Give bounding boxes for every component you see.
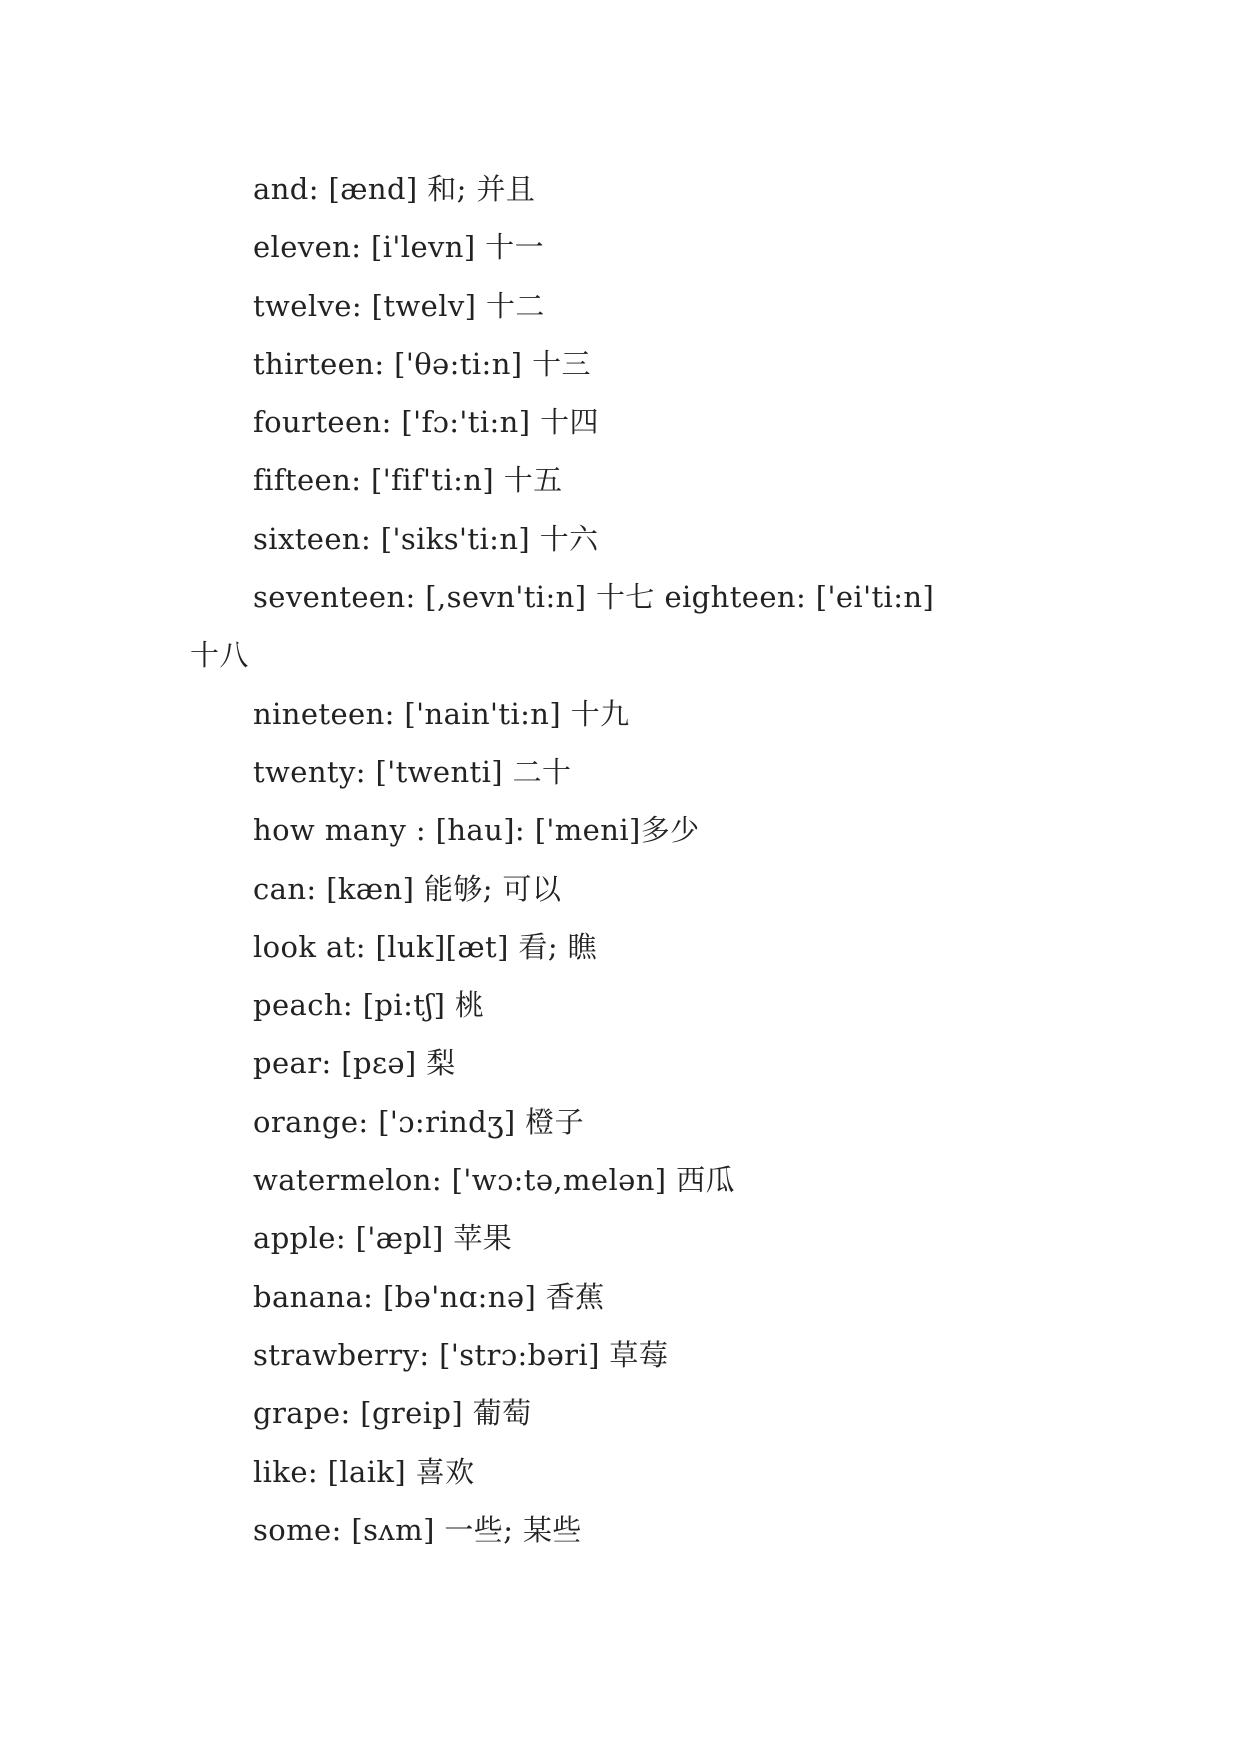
vocab-entry-nineteen: nineteen: ['nain'ti:n] 十九 xyxy=(253,696,630,731)
vocab-entry-peach: peach: [pi:tʃ] 桃 xyxy=(253,988,485,1023)
vocab-entry-apple: apple: ['æpl] 苹果 xyxy=(253,1221,513,1256)
vocab-entry-sixteen: sixteen: ['siks'ti:n] 十六 xyxy=(253,521,599,556)
vocab-entry-strawberry: strawberry: ['strɔ:bəri] 草莓 xyxy=(253,1337,669,1372)
vocab-entry-eleven: eleven: [i'levn] 十一 xyxy=(253,230,545,265)
vocab-entry-orange: orange: ['ɔ:rindʒ] 橙子 xyxy=(253,1104,584,1139)
vocab-entry-look-at: look at: [luk][æt] 看; 瞧 xyxy=(253,929,598,964)
vocab-entry-like: like: [laik] 喜欢 xyxy=(253,1454,475,1489)
vocab-entry-fourteen: fourteen: ['fɔ:'ti:n] 十四 xyxy=(253,405,599,440)
vocab-entry-and: and: [ænd] 和; 并且 xyxy=(253,172,536,206)
vocab-entry-thirteen: thirteen: ['θə:ti:n] 十三 xyxy=(253,346,591,381)
vocab-entry-pear: pear: [pεə] 梨 xyxy=(253,1046,456,1081)
vocab-entry-banana: banana: [bə'nɑ:nə] 香蕉 xyxy=(253,1279,605,1314)
vocab-entry-fifteen: fifteen: ['fif'ti:n] 十五 xyxy=(253,463,563,498)
vocabulary-list xyxy=(190,160,1090,1559)
vocab-entry-watermelon: watermelon: ['wɔ:tə,melən] 西瓜 xyxy=(253,1163,735,1198)
vocab-entry-some: some: [sʌm] 一些; 某些 xyxy=(253,1512,582,1547)
vocab-entry-eighteen-continuation: 十八 xyxy=(190,638,249,673)
vocab-entry-how-many: how many : [hau]: ['meni]多少 xyxy=(253,813,700,848)
vocab-entry-seventeen-eighteen: seventeen: [,sevn'ti:n] 十七 eighteen: ['ei'ti:n] xyxy=(253,580,935,615)
vocab-entry-can: can: [kæn] 能够; 可以 xyxy=(253,871,562,906)
vocab-entry-twelve: twelve: [twelv] 十二 xyxy=(253,288,545,323)
vocab-entry-twenty: twenty: ['twenti] 二十 xyxy=(253,754,572,789)
vocab-entry-grape: grape: [greip] 葡萄 xyxy=(253,1396,532,1431)
